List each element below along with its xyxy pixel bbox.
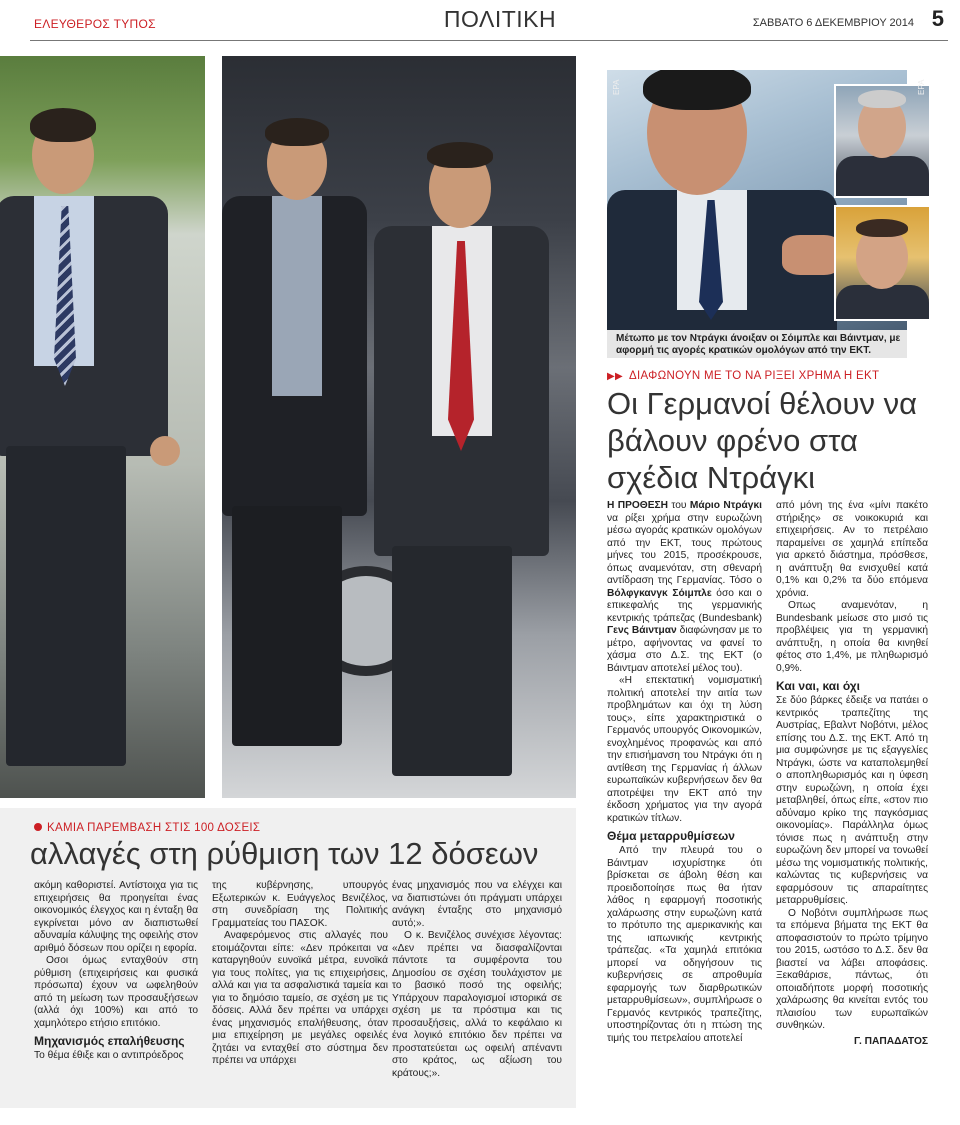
newspaper-name: ΕΛΕΥΘΕΡΟΣ ΤΥΠΟΣ (34, 17, 156, 31)
subheading: Μηχανισμός επαλήθευσης (34, 1034, 185, 1048)
paragraph: Αναφερόμενος στις αλλαγές που ετοιμάζονται είπε: «Δεν πρόκειται να καταργηθούν ευνοϊκά μέτρα, ευνοϊκά για τους πολίτες, για τις επιχειρήσεις, αλλά και για τα ασφαλιστικά ταμεία και για το δημόσιο ταμείο, σε σχέση με τις δόσεις. Αλλά δεν πρέπει να υπάρχει ένας μηχανισμός επαλήθευσης, όταν μια επιχείρηση με μεγάλες οφειλές ζητάει να ενταχθεί στο σύστημα δεν πρέπει να υπάρχει (212, 930, 388, 1066)
paragraph: της κυβέρνησης, υπουργός Εξωτερικών κ. Ευάγγελος Βενιζέλος, στη συνεδρίαση της Πολιτικής Γραμματείας του ΠΑΣΟΚ. (212, 880, 388, 929)
photo-credit-draghi: ΕΡΑ (612, 79, 621, 95)
lead-in: Η ΠΡΟΘΕΣΗ (607, 500, 668, 511)
paragraph: Από την πλευρά του ο Βάιντμαν ισχυρίστηκε ότι βρίσκεται σε άβολη θέση και προειδοποίησε πως θα ήταν λάθος η εφαρμογή ποσοτικής χαλάρωσης στην ευρωζώνη κατά το πρότυπο της αμερικανικής και της ιαπωνικής κεντρικής τράπεζας. «Τα χαμηλά επιτόκια μπορεί να οδηγήσουν τις κυβερνήσεις σε απροθυμία εφαρμογής των διαρθρωτικών μεταρρυθμίσεων», συμπλήρωσε ο Γερμανός κεντρικός τραπεζίτης, υποστηρίζοντας ότι η πτώση της τιμής του πετρελαίου αποτελεί (607, 845, 762, 1044)
article-left-column-2 (212, 880, 388, 1068)
article-left-column-3 (392, 880, 562, 1080)
paragraph: Ο κ. Βενιζέλος συνέχισε λέγοντας: «Δεν πρέπει να διασφαλίζονται πάντοτε τα συμφέροντα του Δημοσίου σε σχέση τουλάχιστον με το βασικό ποσό της οφειλής; Υπάρχουν παραλογισμοί ιστορικά σε σχέση με τα πρόστιμα και τις προσαυξήσεις, αλλά το κεφάλαιο κι ένα λογικό επιτόκιο δεν πρέπει να προστατεύεται ως οφειλή απέναντι στο κράτος, ως αξίωση του κράτους;». (392, 930, 562, 1079)
photo-caption: Μέτωπο με τον Ντράγκι άνοιξαν οι Σόιμπλε και Βάιντμαν, με αφορμή τις αγορές κρατικών ομολόγων από την ΕΚΤ. (616, 333, 901, 356)
paragraph: Οσοι όμως ενταχθούν στη ρύθμιση (επιχειρήσεις και φυσικά πρόσωπα) έχουν να ωφεληθούν από τη μείωση των προσαυξήσεων (αλλά όχι 100%) και από το χαμηλότερο ετήσιο επιτόκιο. (34, 955, 198, 1029)
paragraph: από μόνη της ένα «μίνι πακέτο στήριξης» σε νοικοκυριά και επιχειρήσεις. Αν το πετρέλαιο παραμείνει σε χαμηλά επίπεδα για αρκετό διάστημα, πρόσθεσε, η ανάπτυξη θα ενισχυθεί κατά 0,1% και 0,2% τα δύο επόμενα χρόνια. (776, 500, 928, 599)
photo-politician-walking (0, 56, 205, 798)
red-dot-icon (34, 823, 42, 831)
kicker-right-text: ΔΙΑΦΩΝΟΥΝ ΜΕ ΤΟ ΝΑ ΡΙΞΕΙ ΧΡΗΜΑ Η ΕΚΤ (628, 370, 880, 382)
page-number: 5 (931, 6, 944, 31)
person-name: Μάριο Ντράγκι (689, 500, 762, 511)
issue-date: ΣΑΒΒΑΤΟ 6 ΔΕΚΕΜΒΡΙΟΥ 2014 (752, 17, 914, 29)
article-right-column-1 (607, 500, 762, 1045)
headline-right: Οι Γερμανοί θέλουν να βάλουν φρένο στα σχέδια Ντράγκι (607, 386, 917, 495)
double-arrow-icon: ▶▶ (607, 371, 623, 382)
paragraph: «Η επεκτατική νομισματική πολιτική αποτελεί την αιτία των προβλημάτων και όχι τη λύση τους», είπε χαρακτηριστικά ο Γερμανός υπουργός Οικονομικών, ενοχλημένος προφανώς και από την επισήμανση του Ντράγκι ότι η αντίθεση της Γερμανίας ή άλλων ευρωπαϊκών κυβερνήσεων δεν θα αποτρέψει την ΕΚΤ από την έκδοση χρήματος για την αγορά κρατικών τίτλων. (607, 675, 762, 824)
photo-weidmann (834, 205, 931, 321)
paragraph: Σε δύο βάρκες έδειξε να πατάει ο κεντρικός τραπεζίτης της Αυστρίας, Εβαλντ Νοβότνι, μέλος επίσης του Δ.Σ. της ΕΚΤ. Από τη μια συμφώνησε με τις εξαγγελίες Ντράγκι, ώστε να καταπολεμηθεί ο αποπληθωρισμός και η ύφεση στην ευρωζώνη, η οποία έχει μεταβληθεί, όπως είπε, «στον πιο αδύναμο κρίκο της παγκόσμιας οικονομίας». Παράλληλα όμως τόνισε πως η ανάπτυξη στην ευρωζώνη δεν μπορεί να τονωθεί μέσω της νομισματικής πολιτικής, καλώντας τις κυβερνήσεις να εφαρμόσουν τις απαραίτητες μεταρρυθμίσεις. (776, 695, 928, 906)
text-run: να ρίξει χρήμα στην ευρωζώνη μέσω αγοράς κρατικών ομολόγων από την ΕΚΤ, τους πρώτους μήνες του 2015, προσέκρουσε, όπως αναμενόταν, στη σθεναρή αντίδραση της Γερμανίας. Τόσο ο (607, 512, 762, 586)
paragraph (607, 500, 762, 675)
headline-left: αλλαγές στη ρύθμιση των 12 δόσεων (30, 836, 539, 871)
photo-credit-small: ΕΡΑ (917, 79, 926, 95)
section-title: ΠΟΛΙΤΙΚΗ (443, 6, 557, 32)
kicker-left (34, 822, 260, 834)
paragraph: ένας μηχανισμός που να ελέγχει και να διαπιστώνει ότι πράγματι υπάρχει ανάγκη ένταξης στο μηχανισμό αυτό;». (392, 880, 562, 929)
kicker-right (607, 370, 879, 382)
paragraph: ακόμη καθοριστεί. Αντίστοιχα για τις επιχειρήσεις θα προηγείται ένας οικονομικός έλεγχος και η ένταξη θα εγκρίνεται μόνο αν διαπιστωθεί αδυναμία κάλυψης της οφειλής στον αριθμό δόσεων που ορίζει η εφορία. (34, 880, 198, 954)
paragraph: Οπως αναμενόταν, η Bundesbank μείωσε στο μισό τις προβλέψεις για τη γερμανική ανάπτυξη, η οποία θα κινηθεί φέτος στο 1,4%, με πληθωρισμό 0,9%. (776, 600, 928, 674)
article-left-column-1 (34, 880, 198, 1063)
subheading: Θέμα μεταρρυθμίσεων (607, 829, 735, 843)
header-divider (30, 40, 948, 41)
subheading: Και ναι, και όχι (776, 679, 860, 693)
text-run: του (668, 500, 690, 511)
text-run: όσο και ο επικεφαλής της γερμανικής κεντρικής τράπεζας (Bundesbank) (607, 587, 762, 624)
article-right-column-2 (776, 500, 928, 1048)
person-name: Βόλφγκανγκ Σόιμπλε (607, 587, 712, 599)
paragraph: Το θέμα έθιξε και ο αντιπρόεδρος (34, 1050, 184, 1061)
photo-schaeuble (834, 84, 931, 198)
paragraph: Ο Νοβότνι συμπλήρωσε πως τα επόμενα βήματα της ΕΚΤ θα αποφασιστούν το πρώτο τρίμηνο του 2015, ωστόσο το Δ.Σ. δεν θα βιαστεί να λάβει αποφάσεις. Ξεκαθάρισε, πάντως, ότι οποιαδήποτε μορφή ποσοτικής χαλάρωσης θα κινείται εντός του πλαισίου των ευρωπαϊκών συνθηκών. (776, 907, 928, 1031)
author-signature: Γ. ΠΑΠΑΔΑΤΟΣ (853, 1035, 928, 1047)
text-run: διαφώνησαν με το μέτρο, αφήνοντας να φανεί το χάσμα στο Δ.Σ. της ΕΚΤ (ο Βάιντμαν αποτελεί μέλος του). (607, 625, 762, 674)
photo-two-politicians (222, 56, 576, 798)
kicker-left-text: ΚΑΜΙΑ ΠΑΡΕΜΒΑΣΗ ΣΤΙΣ 100 ΔΟΣΕΙΣ (47, 822, 261, 834)
person-name: Γενς Βάιντμαν (607, 625, 677, 636)
